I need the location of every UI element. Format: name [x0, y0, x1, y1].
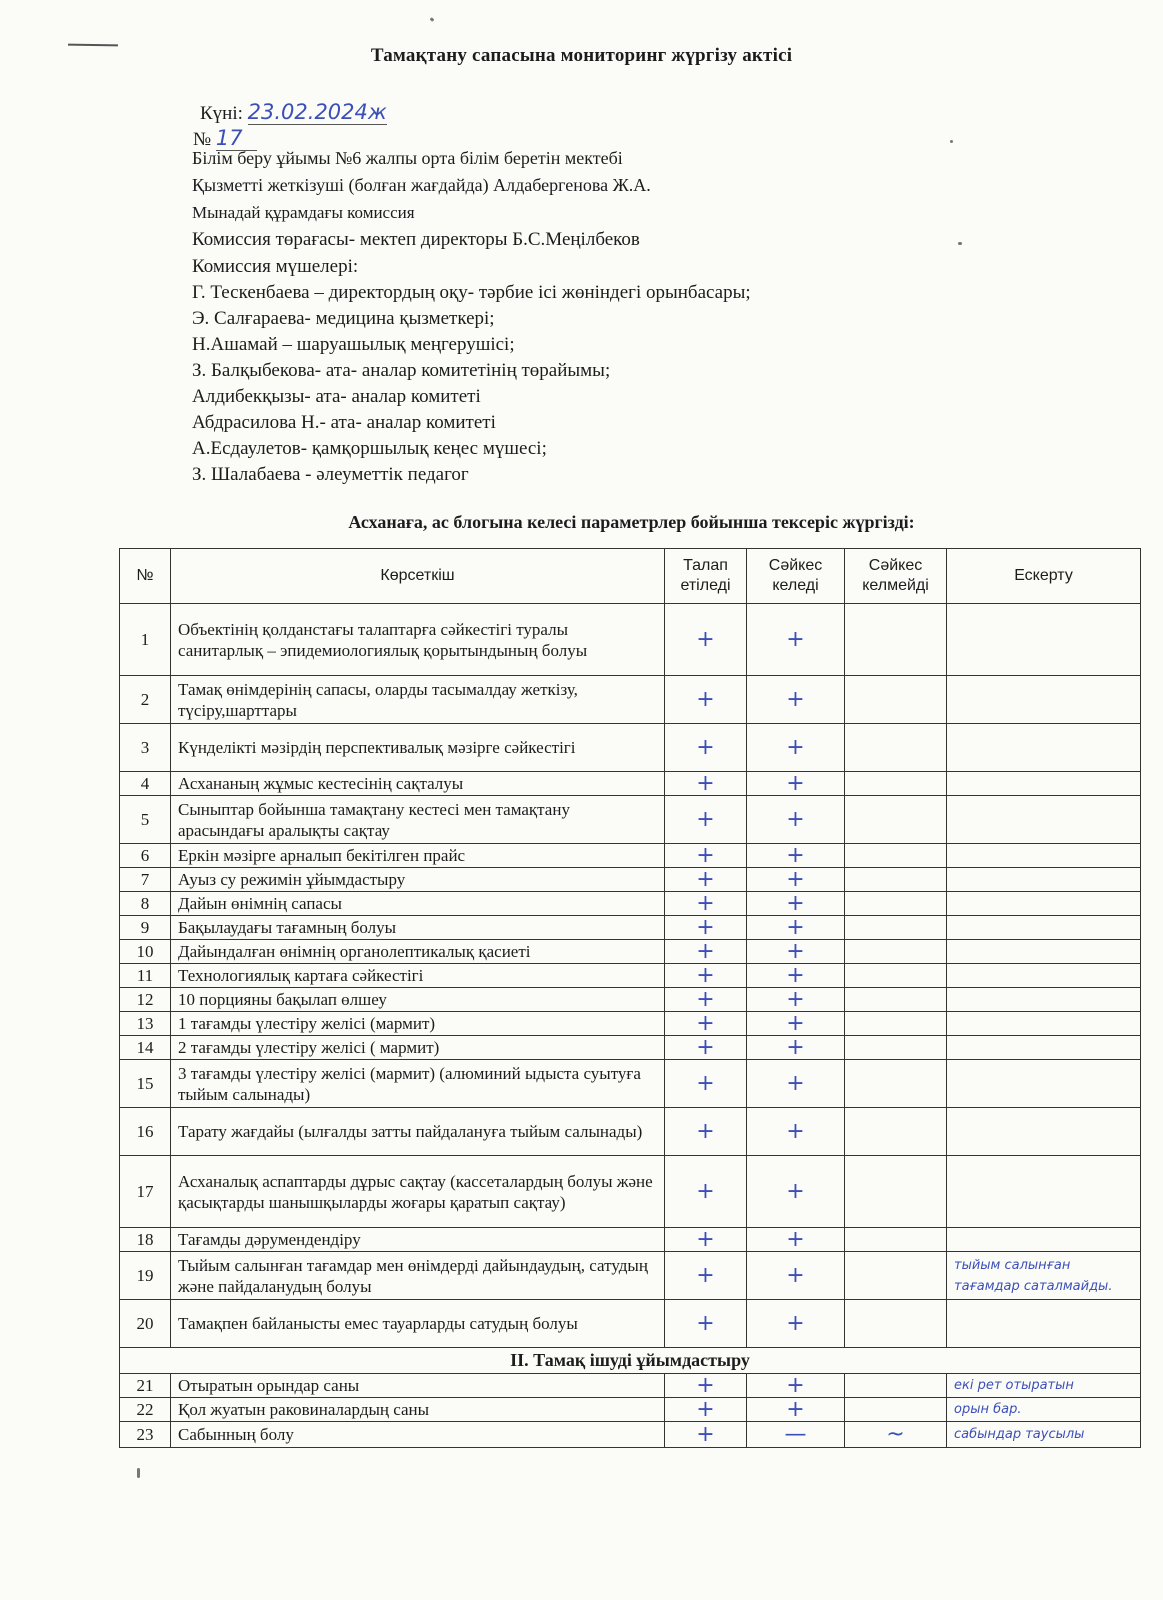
required-mark: + [665, 724, 747, 772]
row-number: 14 [120, 1036, 171, 1060]
compliant-mark: + [747, 1012, 845, 1036]
header-required: Талап етіледі [665, 549, 747, 604]
required-mark: + [665, 796, 747, 844]
indicator-cell: 2 тағамды үлестіру желісі ( мармит) [171, 1036, 665, 1060]
row-number: 23 [120, 1422, 171, 1448]
indicator-cell: 3 тағамды үлестіру желісі (мармит) (алюминий ыдыста суытуға тыйым салынады) [171, 1060, 665, 1108]
table-row [120, 1228, 1141, 1252]
table-row [120, 724, 1141, 772]
row-number: 20 [120, 1300, 171, 1348]
compliant-mark: + [747, 796, 845, 844]
row-number: 21 [120, 1374, 171, 1398]
row-number: 19 [120, 1252, 171, 1300]
indicator-cell: Тарату жағдайы (ылғалды затты пайдалануға тыйым салынады) [171, 1108, 665, 1156]
row-number: 18 [120, 1228, 171, 1252]
table-row [120, 1012, 1141, 1036]
header-line: Комиссия мүшелері: [192, 256, 359, 277]
header-line: З. Шалабаева - әлеуметтік педагог [192, 464, 469, 485]
indicator-cell: Тыйым салынған тағамдар мен өнімдерді дайындаудың, сатудың және пайдаланудың болуы [171, 1252, 665, 1300]
required-mark: + [665, 1156, 747, 1228]
compliant-mark: + [747, 1228, 845, 1252]
remark-cell: екі рет отыратын [947, 1374, 1141, 1398]
required-mark: + [665, 1012, 747, 1036]
compliant-mark: + [747, 772, 845, 796]
header-line: Абдрасилова Н.- ата- аналар комитеті [192, 412, 496, 433]
indicator-cell: Тамақ өнімдерінің сапасы, оларды тасымалдау жеткізу, түсіру,шарттары [171, 676, 665, 724]
number-label: № [193, 129, 212, 150]
row-number: 4 [120, 772, 171, 796]
required-mark: + [665, 868, 747, 892]
noncompliant-mark [845, 604, 947, 676]
noncompliant-mark [845, 1252, 947, 1300]
table-row [120, 988, 1141, 1012]
table-row [120, 940, 1141, 964]
noncompliant-mark [845, 724, 947, 772]
table-body [120, 604, 1141, 1448]
indicator-cell: Асханалық аспаптарды дұрыс сақтау (кассеталардың болуы және қасықтарды шанышқыларды жоғары қаратып сақтау) [171, 1156, 665, 1228]
required-mark: + [665, 916, 747, 940]
row-number: 7 [120, 868, 171, 892]
required-mark: + [665, 940, 747, 964]
compliant-mark: + [747, 892, 845, 916]
section-heading: ІІ. Тамақ ішуді ұйымдастыру [120, 1348, 1141, 1374]
row-number: 12 [120, 988, 171, 1012]
remark-cell: орын бар. [947, 1398, 1141, 1422]
noncompliant-mark [845, 892, 947, 916]
required-mark: + [665, 1300, 747, 1348]
header-line: Н.Ашамай – шаруашылық меңгерушісі; [192, 334, 515, 355]
compliant-mark: + [747, 604, 845, 676]
table-row [120, 604, 1141, 676]
indicator-cell: Бақылаудағы тағамның болуы [171, 916, 665, 940]
noncompliant-mark [845, 940, 947, 964]
date-label: Күні: [200, 103, 243, 124]
section-title: Асханаға, ас блогына келесі параметрлер бойынша тексеріс жүргізді: [348, 512, 915, 532]
noncompliant-mark [845, 1300, 947, 1348]
required-mark: + [665, 1060, 747, 1108]
header-number: № [120, 549, 171, 604]
number-value: 17 [216, 126, 257, 151]
remark-cell [947, 604, 1141, 676]
noncompliant-mark: ~ [845, 1422, 947, 1448]
indicator-cell: 1 тағамды үлестіру желісі (мармит) [171, 1012, 665, 1036]
header-line: З. Балқыбекова- ата- аналар комитетінің төрайымы; [192, 360, 611, 381]
row-number: 6 [120, 844, 171, 868]
compliant-mark: + [747, 1036, 845, 1060]
indicator-cell: Ауыз су режимін ұйымдастыру [171, 868, 665, 892]
table-row [120, 1252, 1141, 1300]
compliant-mark: + [747, 1060, 845, 1108]
header-remark: Ескерту [947, 549, 1141, 604]
header-line: Э. Салғараева- медицина қызметкері; [192, 308, 495, 329]
indicator-cell: Күнделікті мәзірдің перспективалық мәзірге сәйкестігі [171, 724, 665, 772]
required-mark: + [665, 604, 747, 676]
table-row [120, 676, 1141, 724]
table-row [120, 1108, 1141, 1156]
indicator-cell: Қол жуатын раковиналардың саны [171, 1398, 665, 1422]
header-line: А.Есдаулетов- қамқоршылық кеңес мүшесі; [192, 438, 547, 459]
table-header-row [120, 549, 1141, 604]
row-number: 9 [120, 916, 171, 940]
table-row [120, 796, 1141, 844]
header-line: Білім беру ұйымы №6 жалпы орта білім беретін мектебі [192, 148, 623, 168]
header-line: Г. Тескенбаева – директордың оқу- тәрбие ісі жөніндегі орынбасары; [192, 282, 751, 303]
compliant-mark: + [747, 964, 845, 988]
noncompliant-mark [845, 988, 947, 1012]
row-number: 13 [120, 1012, 171, 1036]
remark-cell [947, 964, 1141, 988]
indicator-cell: Технологиялық картаға сәйкестігі [171, 964, 665, 988]
remark-cell [947, 772, 1141, 796]
required-mark: + [665, 844, 747, 868]
inspection-table [119, 548, 1141, 1448]
noncompliant-mark [845, 1228, 947, 1252]
row-number: 15 [120, 1060, 171, 1108]
remark-cell [947, 1156, 1141, 1228]
scan-speck [137, 1468, 140, 1478]
row-number: 10 [120, 940, 171, 964]
header-line: Қызметті жеткізуші (болған жағдайда) Алдабергенова Ж.А. [192, 175, 651, 195]
remark-cell [947, 844, 1141, 868]
required-mark: + [665, 1252, 747, 1300]
compliant-mark: + [747, 844, 845, 868]
indicator-cell: Тағамды дәрумендендіру [171, 1228, 665, 1252]
table-row [120, 844, 1141, 868]
compliant-mark: + [747, 1252, 845, 1300]
table-row [120, 1156, 1141, 1228]
row-number: 22 [120, 1398, 171, 1422]
compliant-mark: + [747, 940, 845, 964]
required-mark: + [665, 772, 747, 796]
header-line: Комиссия төрағасы- мектеп директоры Б.С.Меңілбеков [192, 229, 640, 250]
scan-speck [950, 140, 953, 143]
table-row [120, 1300, 1141, 1348]
compliant-mark: + [747, 868, 845, 892]
row-number: 11 [120, 964, 171, 988]
indicator-cell: Сыныптар бойынша тамақтану кестесі мен тамақтану арасындағы аралықты сақтау [171, 796, 665, 844]
compliant-mark: + [747, 1156, 845, 1228]
row-number: 5 [120, 796, 171, 844]
remark-cell [947, 1108, 1141, 1156]
remark-cell [947, 1036, 1141, 1060]
noncompliant-mark [845, 868, 947, 892]
noncompliant-mark [845, 796, 947, 844]
section-row [120, 1348, 1141, 1374]
scan-speck [958, 242, 962, 245]
noncompliant-mark [845, 844, 947, 868]
header-line: Мынадай құрамдағы комиссия [192, 203, 415, 222]
row-number: 1 [120, 604, 171, 676]
remark-cell [947, 724, 1141, 772]
header-line: Алдибекқызы- ата- аналар комитеті [192, 386, 481, 407]
noncompliant-mark [845, 916, 947, 940]
compliant-mark: + [747, 1300, 845, 1348]
remark-cell [947, 796, 1141, 844]
compliant-mark: — [747, 1422, 845, 1448]
date-value: 23.02.2024ж [247, 100, 387, 124]
remark-cell [947, 1300, 1141, 1348]
scan-speck [430, 17, 435, 22]
remark-cell [947, 1012, 1141, 1036]
remark-cell: сабындар таусылы [947, 1422, 1141, 1448]
required-mark: + [665, 1398, 747, 1422]
required-mark: + [665, 1374, 747, 1398]
table-row [120, 1398, 1141, 1422]
indicator-cell: Дайындалған өнімнің органолептикалық қасиеті [171, 940, 665, 964]
remark-cell [947, 1060, 1141, 1108]
noncompliant-mark [845, 1374, 947, 1398]
required-mark: + [665, 1422, 747, 1448]
compliant-mark: + [747, 1108, 845, 1156]
table-row [120, 1374, 1141, 1398]
table-row [120, 1422, 1141, 1448]
indicator-cell: Отыратын орындар саны [171, 1374, 665, 1398]
indicator-cell: Сабынның болу [171, 1422, 665, 1448]
indicator-cell: Асхананың жұмыс кестесінің сақталуы [171, 772, 665, 796]
remark-cell [947, 940, 1141, 964]
indicator-cell: Еркін мәзірге арналып бекітілген прайс [171, 844, 665, 868]
table-row [120, 1036, 1141, 1060]
compliant-mark: + [747, 916, 845, 940]
remark-cell [947, 892, 1141, 916]
noncompliant-mark [845, 964, 947, 988]
required-mark: + [665, 964, 747, 988]
noncompliant-mark [845, 772, 947, 796]
table-row [120, 868, 1141, 892]
indicator-cell: 10 порцияны бақылап өлшеу [171, 988, 665, 1012]
table-row [120, 772, 1141, 796]
required-mark: + [665, 1036, 747, 1060]
remark-cell [947, 868, 1141, 892]
header-noncompliant: Сәйкес келмейді [845, 549, 947, 604]
header-indicator: Көрсеткіш [171, 549, 665, 604]
table-row [120, 892, 1141, 916]
remark-cell [947, 1228, 1141, 1252]
required-mark: + [665, 676, 747, 724]
required-mark: + [665, 1228, 747, 1252]
noncompliant-mark [845, 1036, 947, 1060]
compliant-mark: + [747, 988, 845, 1012]
document-title: Тамақтану сапасына мониторинг жүргізу актісі [370, 45, 793, 66]
required-mark: + [665, 1108, 747, 1156]
row-number: 16 [120, 1108, 171, 1156]
remark-cell [947, 988, 1141, 1012]
table-row [120, 916, 1141, 940]
compliant-mark: + [747, 676, 845, 724]
noncompliant-mark [845, 1060, 947, 1108]
row-number: 2 [120, 676, 171, 724]
row-number: 8 [120, 892, 171, 916]
date-line [200, 100, 387, 125]
required-mark: + [665, 892, 747, 916]
remark-cell: тыйым салынған тағамдар саталмайды. [947, 1252, 1141, 1300]
header-compliant: Сәйкес келеді [747, 549, 845, 604]
compliant-mark: + [747, 724, 845, 772]
noncompliant-mark [845, 1156, 947, 1228]
compliant-mark: + [747, 1398, 845, 1422]
remark-cell [947, 916, 1141, 940]
indicator-cell: Объектінің қолданстағы талаптарға сәйкестігі туралы санитарлық – эпидемиологиялық қорытындының болуы [171, 604, 665, 676]
row-number: 3 [120, 724, 171, 772]
remark-cell [947, 676, 1141, 724]
row-number: 17 [120, 1156, 171, 1228]
noncompliant-mark [845, 676, 947, 724]
compliant-mark: + [747, 1374, 845, 1398]
noncompliant-mark [845, 1398, 947, 1422]
table-row [120, 964, 1141, 988]
table-row [120, 1060, 1141, 1108]
noncompliant-mark [845, 1012, 947, 1036]
noncompliant-mark [845, 1108, 947, 1156]
required-mark: + [665, 988, 747, 1012]
indicator-cell: Дайын өнімнің сапасы [171, 892, 665, 916]
indicator-cell: Тамақпен байланысты емес тауарларды сатудың болуы [171, 1300, 665, 1348]
